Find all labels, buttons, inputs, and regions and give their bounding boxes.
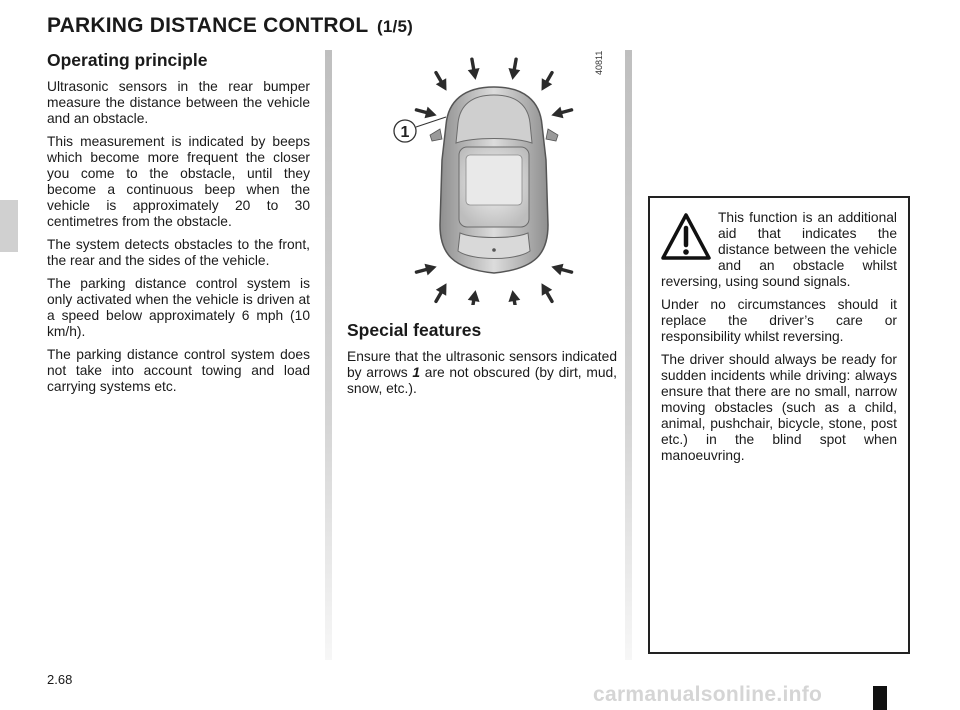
sensor-arrow: [415, 261, 438, 278]
page-edge-tab: [873, 686, 887, 710]
column-divider-right: [625, 50, 632, 660]
car-body: [430, 87, 558, 273]
warning-paragraph: Under no circumstances should it replace the driver’s care or responsibility whilst reversing.: [661, 297, 897, 344]
operating-paragraph: The parking distance control system is only activated when the vehicle is driven at a speed below approximately 6 mph (10 km/h).: [47, 276, 310, 339]
operating-paragraph: The parking distance control system does not take into account towing and load carrying systems etc.: [47, 347, 310, 394]
column-divider-left: [325, 50, 332, 660]
operating-paragraph: Ultrasonic sensors in the rear bumper measure the distance between the vehicle and an obstacle.: [47, 79, 310, 126]
watermark: carmanualsonline.info: [593, 683, 823, 706]
warning-paragraph: This function is an additional aid that indicates the distance between the vehicle and an obstacle whilst reversing, using sound signals.: [661, 210, 897, 289]
car-sensor-illustration: [384, 55, 604, 305]
operating-principle-heading: Operating principle: [47, 50, 208, 70]
sensor-arrow: [466, 289, 481, 305]
operating-principle-section: [47, 50, 310, 402]
operating-paragraph: The system detects obstacles to the front, the rear and the sides of the vehicle.: [47, 237, 310, 268]
page-title: [47, 14, 413, 38]
sensor-arrow: [431, 70, 452, 94]
sensor-arrow: [550, 261, 573, 278]
warning-triangle-icon: [661, 212, 711, 262]
special-features-paragraph: [347, 349, 617, 397]
sensor-arrow: [415, 104, 438, 121]
callout-number: 1: [400, 124, 410, 141]
warning-paragraph: The driver should always be ready for sudden incidents while driving: always ensure that there are no small, narrow moving obstacles (such as a child, animal, pushchair, bicycle, stone, post etc.) in the blind spot when manoeuvring.: [661, 352, 897, 463]
title-part: (1/5): [377, 17, 413, 36]
figure-id: 40811: [594, 50, 604, 75]
special-text-before: Ensure that the ultrasonic sensors indicated by arrows: [347, 349, 617, 380]
title-text: PARKING DISTANCE CONTROL: [47, 14, 368, 37]
special-text-after: are not obscured (by dirt, mud, snow, etc.).: [347, 365, 617, 396]
sensor-arrow: [536, 280, 557, 304]
page-number: 2.68: [47, 672, 73, 687]
special-features-heading: Special features: [347, 320, 482, 340]
sensor-arrow: [507, 289, 522, 305]
special-features-section: [347, 320, 617, 404]
sensor-arrow: [466, 58, 481, 81]
warning-box: [648, 196, 910, 654]
chapter-side-tab: [0, 200, 18, 252]
sensor-arrow: [431, 280, 452, 304]
operating-paragraph: This measurement is indicated by beeps which become more frequent the closer you come to the obstacle, until they become a continuous beep when the vehicle is approximately 20 to 30 centimetres from the obstacle.: [47, 134, 310, 229]
sensor-arrow: [507, 58, 522, 81]
sensor-arrow: [536, 70, 557, 94]
special-ref: 1: [412, 365, 421, 380]
sensor-arrow: [550, 104, 573, 121]
